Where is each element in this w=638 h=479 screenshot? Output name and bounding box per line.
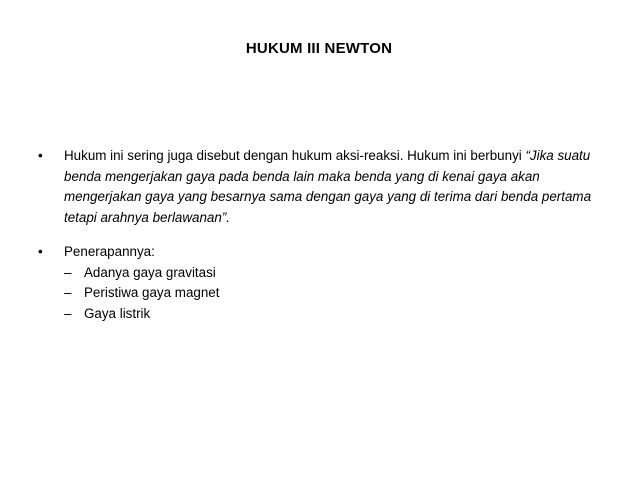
list-item-text: Gaya listrik	[84, 305, 151, 321]
slide-title: HUKUM III NEWTON	[245, 40, 393, 57]
bullet-item-newton-law	[38, 146, 598, 228]
dash-marker: –	[64, 264, 72, 280]
bullet-marker: •	[38, 244, 43, 259]
slide-content	[38, 146, 598, 324]
list-item-text: Peristiwa gaya magnet	[84, 285, 220, 300]
bullet-text: Penerapannya:	[64, 244, 155, 259]
list-item	[64, 263, 598, 284]
list-item	[64, 283, 598, 304]
bullet-marker: •	[38, 148, 43, 163]
law-quote: “Jika suatu benda mengerjakan gaya pada benda lain maka benda yang di kenai gaya akan mengerjakan gaya yang besarnya sama dengan gaya yang di terima dari benda pertama tetapi arahnya berlawanan”.	[64, 148, 592, 225]
dash-marker: –	[64, 305, 72, 321]
list-item	[64, 304, 598, 325]
application-list	[64, 263, 598, 325]
list-item-text: Adanya gaya gravitasi	[84, 264, 216, 280]
bullet-item-applications	[38, 242, 598, 324]
dash-marker: –	[64, 285, 72, 300]
bullet-text: Hukum ini sering juga disebut dengan hukum aksi-reaksi. Hukum ini berbunyi	[64, 148, 526, 163]
